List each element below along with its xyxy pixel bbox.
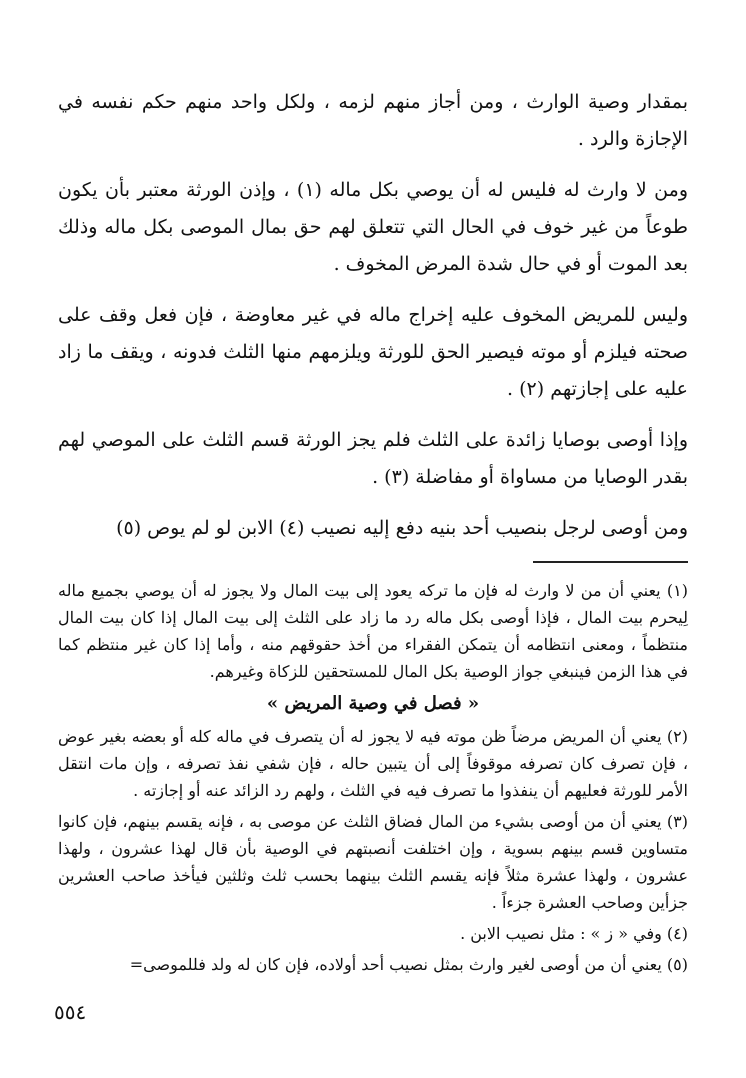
footnote-1: (١) يعني أن من لا وارث له فإن ما تركه يعود إلى بيت المال ولا يجوز له أن يوصي بجميع ماله لِيحرم بيت المال ، فإذا أوصى بكل ماله رد ما زاد على الثلث إلى بيت المال إذا كان بيت المال منتظماً ، ومعنى انتظامه أن يتمكن الفقراء من أخذ حقوقهم منه ، وأما إذا كان غير منتظم كما في هذا الزمن فينبغي جواز الوصية بكل المال للمستحقين للزكاة وغيرهم. [58, 581, 688, 681]
footnote-2: (٢) يعني أن المريض مرضاً ظن موته فيه لا يجوز له أن يتصرف في ماله كله أو بعضه بغير عوض ، فإن تصرف كان تصرفه موقوفاً إلى أن يتبين حاله ، فإن شفي نفذ تصرفه ، وإن مات انتقل الأمر للورثة فعليهم أن ينفذوا ما تصرف فيه في الثلث ، ولهم رد الزائد عنه أو إجازته . [58, 727, 688, 800]
main-paragraph-1: بمقدار وصية الوارث ، ومن أجاز منهم لزمه ، ولكل واحد منهم حكم نفسه في الإجازة والرد . [58, 91, 688, 150]
main-text [58, 84, 688, 547]
footnote-4: (٤) وفي « ز » : مثل نصيب الابن . [460, 924, 688, 943]
main-paragraph-5: ومن أوصى لرجل بنصيب أحد بنيه دفع إليه نصيب (٤) الابن لو لم يوص (٥) [116, 517, 688, 539]
section-title: « فصل في وصية المريض » [266, 693, 480, 714]
footnote-3: (٣) يعني أن من أوصى بشيء من المال فضاق الثلث عن موصى به ، فإنه يقسم بينهم، فإن كانوا متساوين قسم بينهم بسوية ، وإن اختلفت أنصبتهم في الوصية بأن قال لهذا عشرون ، ولهذا عشرون ، ولهذا عشرة مثلاً فإنه يقسم الثلث بينهما بحسب ثلث وثلثين فيأخذ صاحب العشرين جزأين وصاحب العشرة جزءاً . [58, 812, 688, 912]
main-paragraph-4: وإذا أوصى بوصايا زائدة على الثلث فلم يجز الورثة قسم الثلث على الموصي لهم بقدر الوصايا من مساواة أو مفاضلة (٣) . [58, 429, 688, 488]
footnote-5: (٥) يعني أن من أوصى لغير وارث بمثل نصيب أحد أولاده، فإن كان له ولد فللموصى= [129, 955, 688, 974]
main-paragraph-2: ومن لا وارث له فليس له أن يوصي بكل ماله (١) ، وإذن الورثة معتبر بأن يكون طوعاً من غير خوف في الحال التي تتعلق لهم حق بمال الموصى بكل ماله وذلك بعد الموت أو في حال شدة المرض المخوف . [58, 179, 688, 275]
page-number: ٥٥٤ [54, 1000, 87, 1024]
footnotes [58, 577, 688, 978]
footnote-divider [533, 561, 688, 563]
main-paragraph-3: وليس للمريض المخوف عليه إخراج ماله في غير معاوضة ، فإن فعل وقف على صحته فيلزم أو موته فيصير الحق للورثة ويلزمهم منها الثلث فدونه ، ويقف ما زاد عليه على إجازتهم (٢) . [58, 304, 688, 400]
